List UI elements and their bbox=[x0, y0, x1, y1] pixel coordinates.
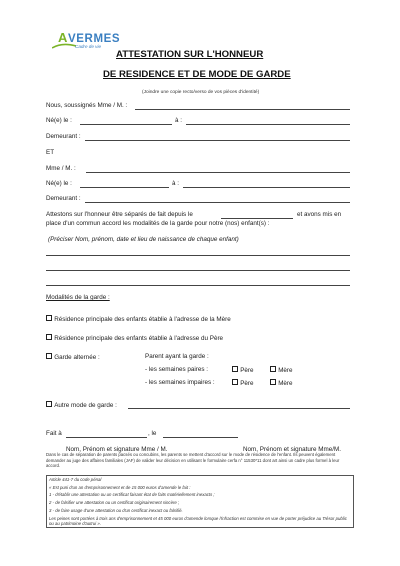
father-residence-label: Résidence principale des enfants établie à l'adresse du Père bbox=[54, 335, 224, 343]
children-field-1[interactable] bbox=[46, 255, 350, 256]
page-subtitle: DE RESIDENCE ET DE MODE DE GARDE bbox=[103, 69, 291, 80]
attest-text-b: et avons mis en bbox=[297, 211, 342, 218]
parent2-names-label: Mme / M. : bbox=[46, 165, 76, 172]
alternate-custody-label: Garde alternée : bbox=[54, 354, 100, 362]
other-mode-checkbox[interactable] bbox=[46, 401, 52, 407]
even-weeks-mother-checkbox[interactable] bbox=[270, 366, 276, 372]
parent1-birthplace-field[interactable] bbox=[186, 124, 350, 125]
done-at-label: Fait à bbox=[46, 430, 62, 437]
odd-weeks-father-label: Père bbox=[240, 380, 254, 388]
page-title: ATTESTATION SUR L'HONNEUR bbox=[116, 49, 264, 60]
separation-footnote: Dans le cas de séparation de parents pacsés ou concubins, les parents se mettent d'accord sur le mode de résidence de l'enfant. Ils peuvent également demander au juge des affaires familiales (JAF) de valider leur décision en utilisant le formulaire cerfa n° 11530*11 dont art ainsi un cadre plus formel à leur accord. bbox=[46, 452, 340, 469]
signature-right-label: Nom, Prénom et signature Mme/M. bbox=[243, 446, 341, 453]
parent1-born-label: Né(e) le : bbox=[46, 117, 72, 124]
odd-weeks-father-option[interactable] bbox=[232, 379, 254, 387]
parent2-birthdate-field[interactable] bbox=[80, 187, 169, 188]
even-weeks-mother-label: Mère bbox=[278, 367, 293, 375]
alternate-custody-checkbox[interactable] bbox=[46, 353, 52, 359]
odd-weeks-label: - les semaines impaires : bbox=[145, 379, 215, 386]
parent1-residence-label: Demeurant : bbox=[46, 133, 81, 140]
other-mode-field[interactable] bbox=[128, 408, 350, 409]
option-mother-residence[interactable] bbox=[46, 315, 231, 323]
parent1-residence-field[interactable] bbox=[85, 140, 350, 141]
parent-holding-label: Parent ayant la garde : bbox=[145, 353, 209, 360]
odd-weeks-mother-option[interactable] bbox=[270, 379, 293, 387]
children-hint: (Préciser Nom, prénom, date et lieu de naissance de chaque enfant) bbox=[48, 236, 239, 243]
attest-line-1 bbox=[46, 211, 193, 218]
attest-line-2: place d'un commun accord les modalités de la garde pour notre (nos) enfant(s) : bbox=[46, 220, 270, 227]
even-weeks-mother-option[interactable] bbox=[270, 366, 293, 374]
children-field-3[interactable] bbox=[46, 285, 350, 286]
custody-heading: Modalités de la garde : bbox=[46, 294, 110, 301]
other-mode-label: Autre mode de garde : bbox=[54, 402, 117, 410]
parent2-residence-field[interactable] bbox=[85, 202, 350, 203]
legal-line: Article 441-7 du code pénal bbox=[49, 477, 102, 482]
et-separator: ET bbox=[46, 149, 55, 156]
separation-date-field[interactable] bbox=[221, 218, 293, 219]
option-father-residence[interactable] bbox=[46, 334, 223, 342]
odd-weeks-mother-label: Mère bbox=[278, 380, 293, 388]
avermes-logo bbox=[52, 30, 121, 56]
odd-weeks-father-checkbox[interactable] bbox=[232, 379, 238, 385]
even-weeks-father-checkbox[interactable] bbox=[232, 366, 238, 372]
logo-tagline: Cadre de vie bbox=[75, 44, 102, 49]
parent2-residence-label: Demeurant : bbox=[46, 195, 81, 202]
id-copy-instruction: (Joindre une copie recto/verso de vos pièces d'identité) bbox=[142, 90, 260, 95]
parent2-born-label: Né(e) le : bbox=[46, 180, 72, 187]
legal-line: 3 - de faire usage d'une attestation ou d'un certificat inexact ou falsifié. bbox=[49, 507, 183, 513]
mother-residence-checkbox[interactable] bbox=[46, 315, 52, 321]
father-residence-checkbox[interactable] bbox=[46, 334, 52, 340]
legal-line: « Est puni d'un an d'emprisonnement et de 15 000 euros d'amende le fait : bbox=[49, 484, 191, 490]
option-alternate-custody[interactable] bbox=[46, 353, 100, 361]
date-label: , le bbox=[148, 430, 157, 437]
odd-weeks-mother-checkbox[interactable] bbox=[270, 379, 276, 385]
even-weeks-label: - les semaines paires : bbox=[145, 366, 208, 373]
option-other-mode[interactable] bbox=[46, 401, 117, 409]
attest-text-a: Attestons sur l'honneur être séparés de fait depuis le bbox=[46, 211, 193, 218]
legal-notice-box bbox=[46, 475, 354, 528]
children-field-2[interactable] bbox=[46, 270, 350, 271]
legal-line: Les peines sont portées à trois ans d'emprisonnement et 45 000 euros d'amende lorsque l'infraction est commise en vue de porter préjudice au Trésor public ou au patrimoine d'autrui ». bbox=[49, 515, 347, 527]
legal-line: 1 - d'établir une attestation ou un certificat faisant état de faits matériellement inexacts ; bbox=[49, 492, 215, 498]
logo-wordmark: AVERMES bbox=[58, 30, 121, 45]
parent1-names-field[interactable] bbox=[135, 109, 350, 110]
date-field[interactable] bbox=[163, 437, 238, 438]
done-at-field[interactable] bbox=[66, 437, 147, 438]
parent1-at-label: à : bbox=[175, 117, 183, 124]
parent1-names-label: Nous, soussignés Mme / M. : bbox=[46, 102, 128, 109]
legal-line: 2 - de falsifier une attestation ou un certificat originairement sincère ; bbox=[49, 500, 180, 506]
parent2-at-label: à : bbox=[172, 180, 180, 187]
parent2-birthplace-field[interactable] bbox=[183, 187, 350, 188]
parent1-birthdate-field[interactable] bbox=[80, 124, 172, 125]
mother-residence-label: Résidence principale des enfants établie à l'adresse de la Mère bbox=[54, 316, 231, 324]
parent2-names-field[interactable] bbox=[86, 172, 350, 173]
even-weeks-father-label: Père bbox=[240, 367, 254, 375]
even-weeks-father-option[interactable] bbox=[232, 366, 254, 374]
signature-left-label: Nom, Prénom et signature Mme / M. bbox=[66, 446, 168, 453]
